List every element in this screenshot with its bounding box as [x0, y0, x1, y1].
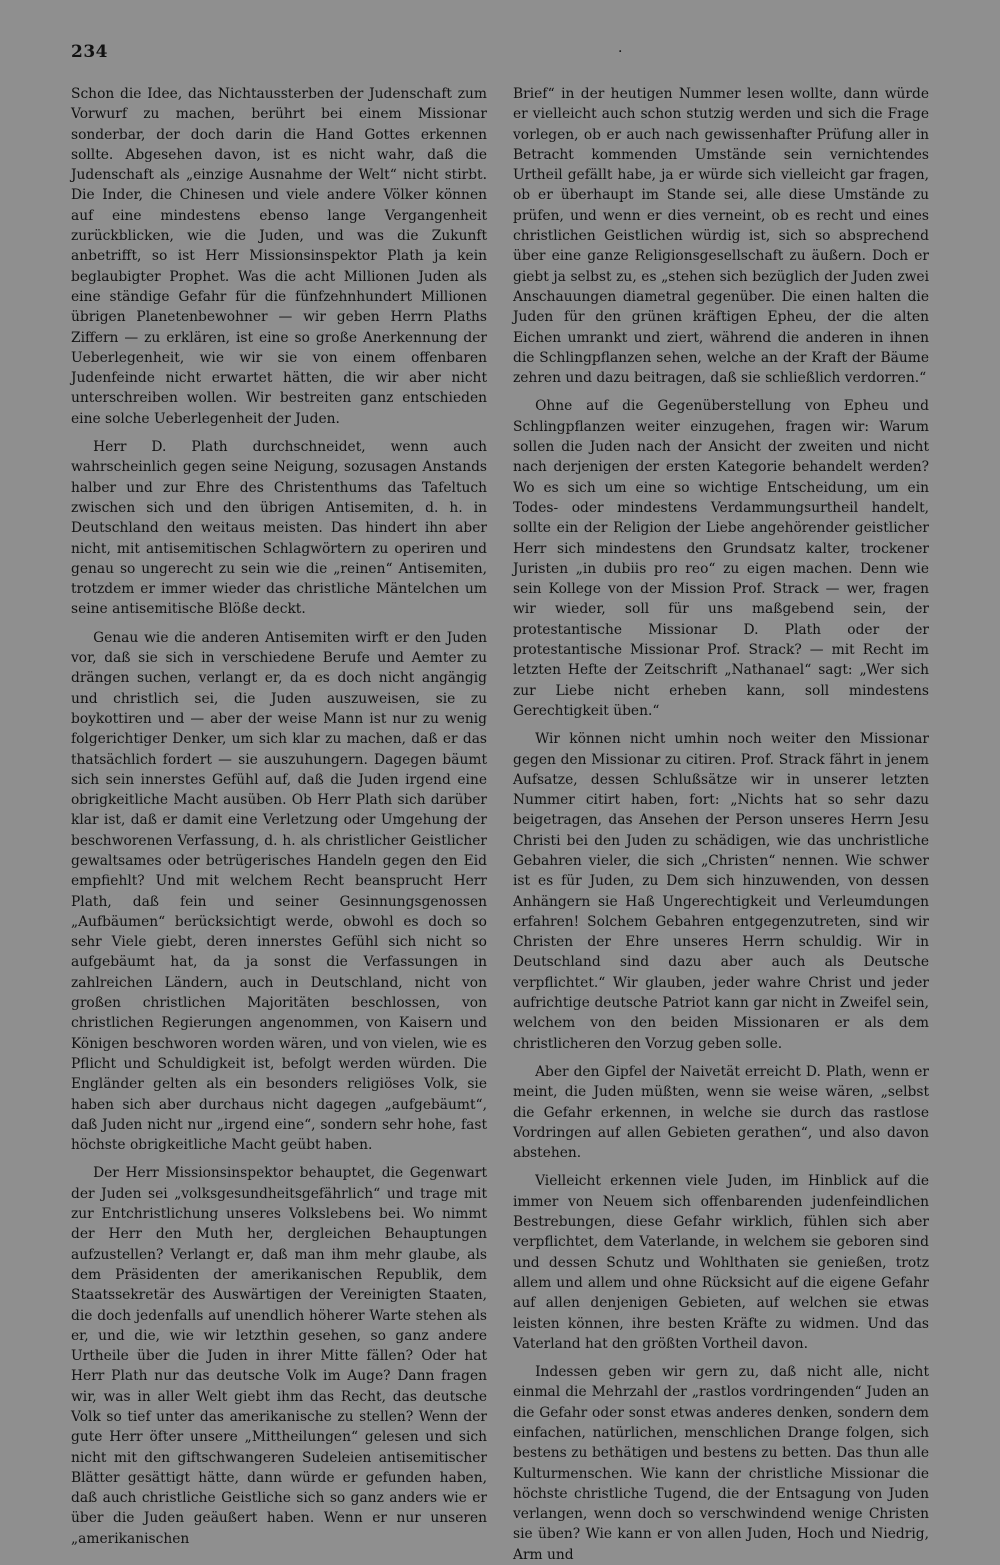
paragraph: Aber den Gipfel der Naivetät erreicht D. Plath, wenn er meint, die Juden müßten, wenn sie weise wären, „selbst die Gefahr erkennen, in welche sie durch das rastlose Vordringen auf allen Gebieten gerathen“, und also davon abstehen.: [513, 1063, 929, 1162]
paragraph: Schon die Idee, das Nichtaussterben der Judenschaft zum Vorwurf zu machen, berührt bei einem Missionar sonderbar, der doch darin die Hand Gottes erkennen sollte. Abgesehen davon, ist es nicht wahr, daß die Judenschaft als „einzige Ausnahme der Welt“ nicht stirbt. Die Inder, die Chinesen und viele andere Völker können auf eine mindestens ebenso lange Vergangenheit zurückblicken, wie die Juden, und was die Zukunft anbetrifft, so ist Herr Missionsinspektor Plath ja kein beglaubigter Prophet. Was die acht Millionen Juden als eine ständige Gefahr für die fünfzehnhundert Millionen übrigen Planetenbewohner — wir geben Herrn Plaths Ziffern — zu erklären, ist eine so große Anerkennung der Ueberlegenheit, wie wir sie von einem offenbaren Judenfeinde nicht erwartet hätten, die wir aber nicht unterschreiben wollen. Wir bestreiten ganz entschieden eine solche Ueberlegenheit der Juden.: [71, 86, 487, 427]
paragraph: Wir können nicht umhin noch weiter den Missionar gegen den Missionar zu citiren. Prof. Strack fährt in jenem Aufsatze, dessen Schlußsätze wir in unserer letzten Nummer citirt haben, fort: „Nichts hat so sehr dazu beigetragen, das Ansehen der Person unseres Herrn Jesu Christi bei den Juden zu schädigen, wie das unchristliche Gebahren vieler, die sich „Christen“ nennen. Wie schwer ist es für Juden, zu Dem sich hinzuwenden, von dessen Anhängern sie Haß Ungerechtigkeit und Verleumdungen erfahren! Solchem Gebahren entgegenzutreten, sind wir Christen der Ehre unseres Herrn schuldig. Wir in Deutschland sind dazu aber auch als Deutsche verpflichtet.“ Wir glauben, jeder wahre Christ und jeder aufrichtige deutsche Patriot kann gar nicht in Zweifel sein, welchem von den beiden Missionaren er als dem christlicheren den Vorzug geben solle.: [513, 731, 929, 1052]
left-column: [71, 84, 487, 1549]
paragraph: Genau wie die anderen Antisemiten wirft er den Juden vor, daß sie sich in verschiedene Berufe und Aemter zu drängen suchen, verlangt er, da es doch nicht angängig und christlich sei, die Juden auszuweisen, sie zu boykottiren und — aber der weise Mann ist nur zu wenig folgerichtiger Denker, um sich klar zu machen, daß er das thatsächlich fordert — sie auszuhungern. Dagegen bäumt sich sein innerstes Gefühl auf, daß die Juden irgend eine obrigkeitliche Macht ausüben. Ob Herr Plath sich darüber klar ist, daß er damit eine Verletzung oder Umgehung der beschworenen Verfassung, d. h. als christlicher Geistlicher gewaltsames oder betrügerisches Handeln gegen den Eid empfiehlt? Und mit welchem Recht beansprucht Herr Plath, daß fein und seiner Gesinnungsgenossen „Aufbäumen“ berücksichtigt werde, obwohl es doch so sehr Viele giebt, deren innerstes Gefühl sich nicht so aufgebäumt hat, da ja sonst die Verfassungen in zahlreichen Ländern, auch in Deutschland, nicht von großen christlichen Majoritäten beschlossen, von christlichen Regierungen angenommen, von Kaisern und Königen beschworen worden wären, und von vielen, wie es Pflicht und Schuldigkeit ist, befolgt werden würden. Die Engländer gelten als ein besonders religiöses Volk, sie haben sich aber durchaus nicht dagegen „aufgebäumt“, daß Juden nicht nur „irgend eine“, sondern sehr hohe, fast höchste obrigkeitliche Macht geübt haben.: [71, 629, 487, 1154]
paragraph: Indessen geben wir gern zu, daß nicht alle, nicht einmal die Mehrzahl der „rastlos vordringenden“ Juden an die Gefahr oder sonst etwas anderes denken, sondern dem einfachen, natürlichen, menschlichen Drange folgen, sich bestens zu bethätigen und bestens zu betten. Das thun alle Kulturmenschen. Wie kann der christliche Missionar die höchste christliche Tugend, die der Entsagung von Juden verlangen, wenn doch so verschwindend wenige Christen sie üben? Wie kann er von allen Juden, Hoch und Niedrig, Arm und: [513, 1364, 929, 1563]
paragraph: Herr D. Plath durchschneidet, wenn auch wahrscheinlich gegen seine Neigung, sozusagen Anstands halber und zur Ehre des Christenthums das Tafeltuch zwischen sich und den übrigen Antisemiten, d. h. in Deutschland den weitaus meisten. Das hindert ihn aber nicht, mit antisemitischen Schlagwörtern zu operiren und genau so ungerecht zu sein wie die „reinen“ Antisemiten, trotzdem er immer wieder das christliche Mäntelchen um seine antisemitische Blöße deckt.: [71, 439, 487, 618]
page-number: 234: [71, 42, 108, 62]
paragraph: Vielleicht erkennen viele Juden, im Hinblick auf die immer von Neuem sich offenbarenden judenfeindlichen Bestrebungen, diese Gefahr wirklich, fühlen sich aber verpflichtet, dem Vaterlande, in welchem sie geboren sind und dessen Schutz und Wohlthaten sie genießen, trotz allem und allem und ohne Rücksicht auf die eigene Gefahr auf allen denjenigen Gebieten, auf welchen sie etwas leisten können, ihre besten Kräfte zu widmen. Und das Vaterland hat den größten Vortheil davon.: [513, 1173, 929, 1352]
paragraph: Ohne auf die Gegenüberstellung von Epheu und Schlingpflanzen weiter einzugehen, fragen wir: Warum sollen die Juden nach der Ansicht der zweiten und nicht nach derjenigen der ersten Kategorie behandelt werden? Wo es sich um eine so wichtige Entscheidung, um ein Todes- oder mindestens Verdammungsurtheil handelt, sollte ein der Religion der Liebe angehörender geistlicher Herr sich mindestens den Grundsatz kalter, trockener Juristen „in dubiis pro reo“ zu eigen machen. Denn wie sein Kollege von der Mission Prof. Strack — wer, fragen wir wieder, soll für uns maßgebend sein, der protestantische Missionar D. Plath oder der protestantische Missionar Prof. Strack? — mit Recht im letzten Hefte der Zeitschrift „Nathanael“ sagt: „Wer sich zur Liebe nicht erheben kann, soll mindestens Gerechtigkeit üben.“: [513, 398, 929, 719]
right-column: [513, 84, 929, 1565]
paragraph: Der Herr Missionsinspektor behauptet, die Gegenwart der Juden sei „volksgesundheitsgefährlich“ und trage mit zur Entchristlichung unseres Volkslebens bei. Wo nimmt der Herr den Muth her, dergleichen Behauptungen aufzustellen? Verlangt er, daß man ihm mehr glaube, als dem Präsidenten der amerikanischen Republik, dem Staatssekretär des Auswärtigen der Vereinigten Staaten, die doch jedenfalls auf unendlich höherer Warte stehen als er, und die, wie wir letzthin gesehen, so ganz andere Urtheile über die Juden in ihrer Mitte fällen? Oder hat Herr Plath nur das deutsche Volk im Auge? Dann fragen wir, was in aller Welt giebt ihm das Recht, das deutsche Volk so tief unter das amerikanische zu stellen? Wenn der gute Herr öfter unsere „Mittheilungen“ gelesen und sich nicht mit den giftschwangeren Sudeleien antisemitischer Blätter gesättigt hätte, dann würde er gefunden haben, daß auch christliche Geistliche sich so ganz anders wie er über die Juden geäußert haben. Wenn er nur unseren „amerikanischen: [71, 1165, 487, 1547]
paragraph: Brief“ in der heutigen Nummer lesen wollte, dann würde er vielleicht auch schon stutzig werden und sich die Frage vorlegen, ob er auch nach gewissenhafter Prüfung aller in Betracht kommenden Umstände sein vernichtendes Urtheil gefällt habe, ja er würde sich vielleicht gar fragen, ob er überhaupt im Stande sei, alle diese Umstände zu prüfen, und wenn er dies verneint, ob es recht und eines christlichen Geistlichen würdig ist, sich so absprechend über eine ganze Religionsgesellschaft zu äußern. Doch er giebt ja selbst zu, es „stehen sich bezüglich der Juden zwei Anschauungen diametral gegenüber. Die einen halten die Juden für den grünen kräftigen Epheu, der die alten Eichen umrankt und ziert, während die anderen in ihnen die Schlingpflanzen sehen, welche an der Kraft der Bäume zehren und dazu beitragen, daß sie schließlich verdorren.“: [513, 86, 929, 387]
printing-mark: ·: [618, 44, 623, 60]
